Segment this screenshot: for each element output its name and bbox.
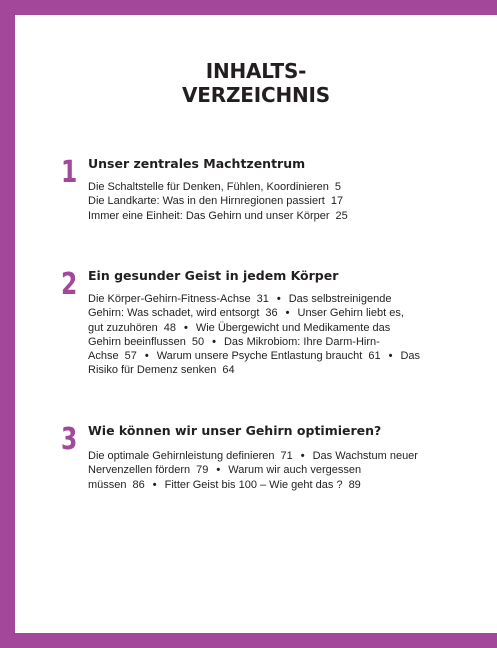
- chapter-heading: Ein gesunder Geist in jedem Körper: [88, 268, 339, 283]
- entry-title: Wie Übergewicht und Medikamente das Gehirn beeinflussen: [88, 321, 391, 348]
- entry-title: Das Mikrobiom: Ihre Darm-Hirn-Achse: [88, 335, 380, 363]
- entry-separator: •: [212, 335, 216, 348]
- entry-page: 17: [330, 195, 344, 208]
- entry-separator: •: [183, 321, 188, 334]
- toc-page: [15, 15, 497, 633]
- toc-entry[interactable]: [157, 350, 381, 362]
- entry-separator: •: [216, 464, 221, 477]
- entry-page: 89: [348, 478, 361, 491]
- entry-title: Immer eine Einheit: Das Gehirn und unser Körper: [88, 209, 330, 222]
- entry-page: 31: [256, 293, 269, 305]
- entry-title: Warum unsere Psyche Entlastung braucht: [156, 350, 363, 363]
- entry-title: Die Schaltstelle für Denken, Fühlen, Koordinieren: [88, 181, 329, 193]
- chapter-number: 2: [61, 267, 78, 302]
- entry-separator: •: [388, 350, 393, 363]
- entry-title: Das Wachstum neuer Nervenzellen fördern: [88, 450, 418, 477]
- entry-title: Die optimale Gehirnleistung definieren: [88, 450, 275, 462]
- entry-title: Warum wir auch vergessen müssen: [88, 464, 362, 491]
- toc-entry[interactable]: [88, 194, 348, 208]
- entry-title: Das Risiko für Demenz senken: [88, 350, 420, 377]
- entry-page: 64: [222, 364, 235, 377]
- entry-page: 57: [124, 350, 137, 363]
- entry-title: Unser Gehirn liebt es, gut zuzuhören: [88, 307, 404, 334]
- page-title-line-1: INHALTS-: [205, 59, 307, 83]
- toc-entry[interactable]: [88, 209, 348, 223]
- chapter-entries: [88, 449, 420, 492]
- entry-page: 48: [163, 321, 176, 334]
- entry-separator: •: [152, 478, 157, 491]
- chapter-entries: [88, 180, 348, 223]
- page-title: [15, 59, 497, 107]
- entry-title: Fitter Geist bis 100 – Wie geht das ?: [164, 478, 343, 491]
- chapter-heading: Wie können wir unser Gehirn optimieren?: [88, 423, 382, 438]
- toc-entry[interactable]: [88, 180, 348, 194]
- entry-page: 25: [335, 209, 348, 222]
- entry-page: 71: [280, 450, 293, 462]
- entry-separator: •: [285, 307, 290, 320]
- chapter-heading: Unser zentrales Machtzentrum: [88, 156, 306, 171]
- toc-entry[interactable]: [88, 450, 293, 462]
- entry-title: Die Körper-Gehirn-Fitness-Achse: [88, 293, 251, 305]
- entry-page: 79: [196, 464, 209, 477]
- toc-entry[interactable]: [165, 479, 361, 491]
- entry-separator: •: [144, 350, 149, 363]
- entry-separator: •: [276, 293, 281, 305]
- entry-page: 86: [132, 478, 145, 491]
- entry-title: Das selbstreinigende Gehirn: Was schadet, wird entsorgt: [88, 293, 392, 320]
- toc-entry[interactable]: [88, 293, 269, 305]
- entry-separator: •: [300, 450, 305, 462]
- chapter-entries: [88, 292, 420, 378]
- chapter-number: 1: [61, 155, 78, 190]
- entry-title: Die Landkarte: Was in den Hirnregionen passiert: [88, 195, 325, 208]
- entry-page: 36: [265, 307, 278, 320]
- entry-page: 5: [334, 181, 342, 193]
- entry-page: 61: [368, 350, 381, 363]
- entry-page: 50: [191, 335, 205, 348]
- page-title-line-2: VERZEICHNIS: [182, 83, 330, 107]
- chapter-number: 3: [61, 422, 78, 457]
